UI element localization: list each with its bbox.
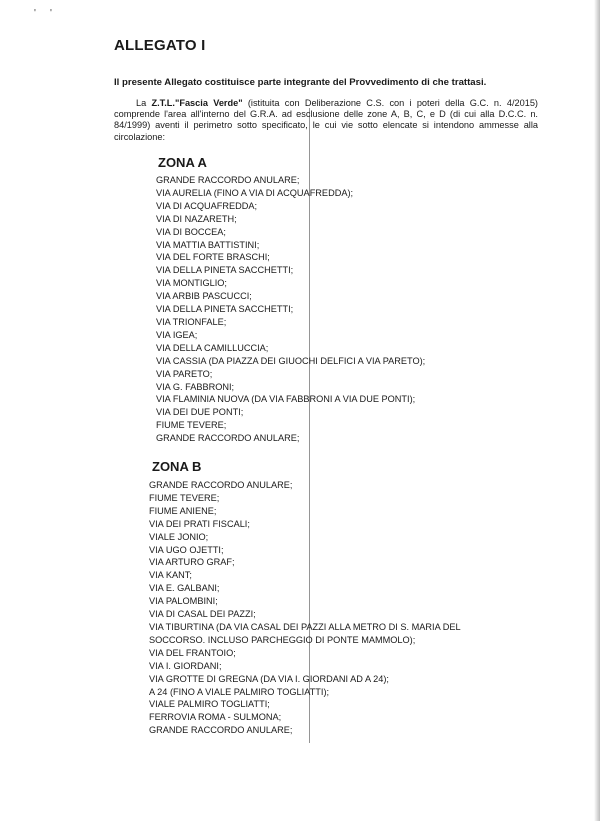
street-item: GRANDE RACCORDO ANULARE; xyxy=(149,725,293,736)
street-item: VIA CASSIA (DA PIAZZA DEI GIUOCHI DELFICI A VIA PARETO); xyxy=(156,355,426,366)
street-item: VIA GROTTE DI GREGNA (DA VIA I. GIORDANI AD A 24); xyxy=(149,673,389,684)
street-item: VIA DEL FRANTOIO; xyxy=(149,647,236,658)
zone-b-heading: ZONA B xyxy=(152,459,202,474)
street-item: VIA ARBIB PASCUCCI; xyxy=(156,291,252,302)
street-item: VIA DELLA CAMILLUCCIA; xyxy=(156,342,269,353)
street-item: VIA DI ACQUAFREDDA; xyxy=(156,200,258,211)
street-item: VIA AURELIA (FINO A VIA DI ACQUAFREDDA); xyxy=(156,187,354,198)
street-item: VIA FLAMINIA NUOVA (DA VIA FABBRONI A VIA DUE PONTI); xyxy=(156,394,416,405)
street-item: VIA DEI DUE PONTI; xyxy=(156,407,244,418)
street-item: VIA MATTIA BATTISTINI; xyxy=(156,239,260,250)
integral-part-statement: Il presente Allegato costituisce parte integrante del Provvedimento di che trattasi. xyxy=(114,77,487,88)
page-edge-shadow xyxy=(594,0,600,821)
zone-a-heading: ZONA A xyxy=(158,155,207,170)
street-item: VIA IGEA; xyxy=(156,329,198,340)
street-item: VIA UGO OJETTI; xyxy=(149,544,224,555)
intro-text: (istituita con Deliberazione C.S. con i poteri della G.C. n. 4/2015) comprende l'area all'interno del G.R.A. ad esclusione delle zone A, B, C, e D (di cui alla D.C.C. n. 84/1999) aventi il perimetro sotto specificato, le cui vie sotto elencate si intendono ammesse alla circolazione: xyxy=(114,98,538,142)
intro-paragraph xyxy=(114,98,538,143)
street-item: FERROVIA ROMA - SULMONA; xyxy=(149,712,282,723)
street-item: GRANDE RACCORDO ANULARE; xyxy=(156,433,300,444)
street-item: VIA MONTIGLIO; xyxy=(156,278,227,289)
street-item: GRANDE RACCORDO ANULARE; xyxy=(149,480,293,490)
street-item: SOCCORSO. INCLUSO PARCHEGGIO DI PONTE MAMMOLO); xyxy=(149,634,416,645)
zone-b-list xyxy=(149,479,461,737)
scan-mark: ' xyxy=(34,8,36,19)
street-item: VIA DELLA PINETA SACCHETTI; xyxy=(156,304,294,315)
street-item: VIA DEI PRATI FISCALI; xyxy=(149,518,250,529)
street-item: VIA I. GIORDANI; xyxy=(149,660,222,671)
ztl-name: Z.T.L."Fascia Verde" xyxy=(151,98,243,108)
street-item: VIA DI NAZARETH; xyxy=(156,213,237,224)
intro-lead: La xyxy=(136,98,152,108)
street-item: VIA TIBURTINA (DA VIA CASAL DEI PAZZI ALLA METRO DI S. MARIA DEL xyxy=(149,621,461,632)
street-item: FIUME TEVERE; xyxy=(156,420,227,431)
document-title: ALLEGATO I xyxy=(114,37,206,54)
street-item: VIA KANT; xyxy=(149,570,192,581)
street-item: VIA G. FABBRONI; xyxy=(156,381,235,392)
street-item: VIA E. GALBANI; xyxy=(149,583,220,594)
street-item: VIALE JONIO; xyxy=(149,531,209,542)
street-item: VIA PARETO; xyxy=(156,368,213,379)
street-item: VIA DI BOCCEA; xyxy=(156,226,226,237)
street-item: VIA DELLA PINETA SACCHETTI; xyxy=(156,265,294,276)
street-item: FIUME ANIENE; xyxy=(149,505,217,516)
street-item: VIA PALOMBINI; xyxy=(149,596,218,607)
street-item: VIA TRIONFALE; xyxy=(156,316,227,327)
street-item: FIUME TEVERE; xyxy=(149,492,220,503)
street-item: VIALE PALMIRO TOGLIATTI; xyxy=(149,699,270,710)
street-item: VIA ARTURO GRAF; xyxy=(149,557,235,568)
street-item: GRANDE RACCORDO ANULARE; xyxy=(156,175,300,185)
street-item: VIA DI CASAL DEI PAZZI; xyxy=(149,609,256,620)
street-item: A 24 (FINO A VIALE PALMIRO TOGLIATTI); xyxy=(149,686,330,697)
zone-a-list xyxy=(156,174,425,445)
scan-mark: ' xyxy=(50,8,52,19)
street-item: VIA DEL FORTE BRASCHI; xyxy=(156,252,270,263)
